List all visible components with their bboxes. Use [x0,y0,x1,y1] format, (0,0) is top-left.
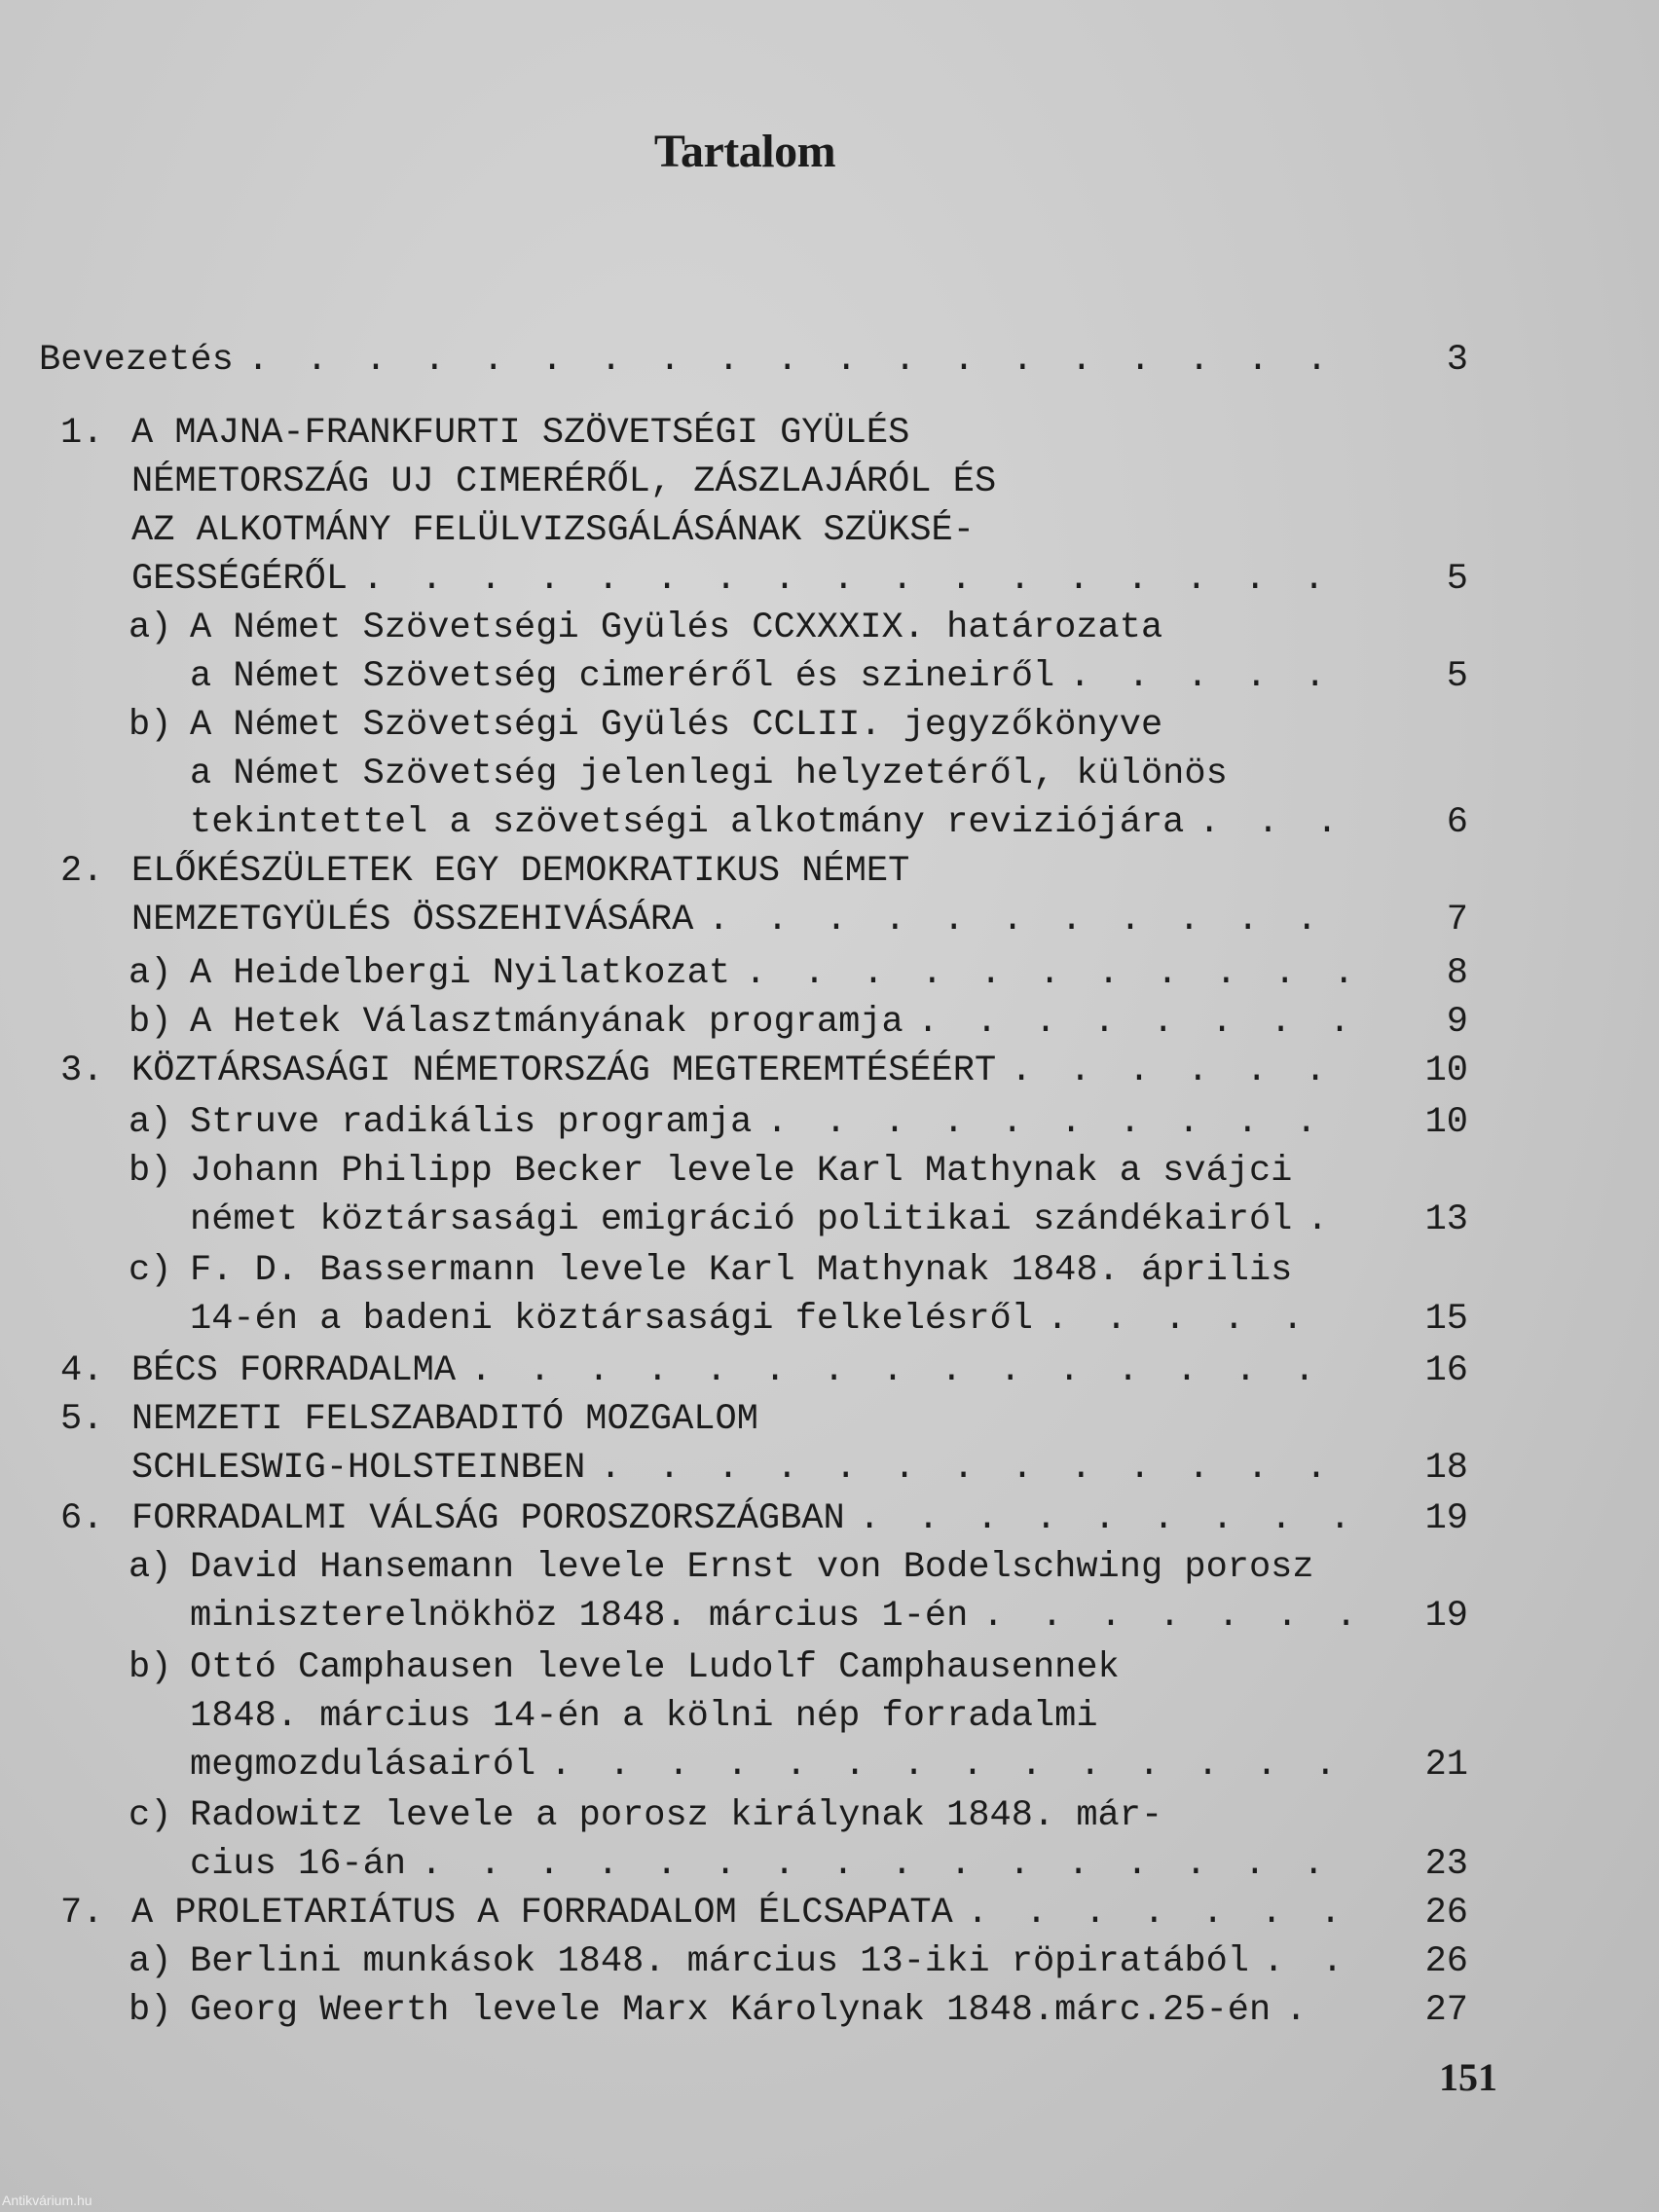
toc-entry-title: SCHLESWIG-HOLSTEINBEN [131,1448,586,1489]
toc-line [0,1889,1659,1937]
toc-entry-title: Bevezetés [39,340,234,381]
toc-leader-dots [1263,1937,1348,1986]
toc-entry-number: b) [129,1647,172,1688]
toc-entry-title: AZ ALKOTMÁNY FELÜLVIZSGÁLÁSÁNAK SZÜKSÉ- [131,510,975,551]
toc-line [0,604,1659,652]
toc-line [0,798,1659,847]
toc-entry-title: F. D. Bassermann levele Karl Mathynak 1848. április [190,1250,1293,1291]
toc-entry-title: A PROLETARIÁTUS A FORRADALOM ÉLCSAPATA [131,1893,953,1934]
toc-entry-title: NEMZETGYÜLÉS ÖSSZEHIVÁSÁRA [131,900,694,940]
toc-leader-dots [1047,1295,1348,1344]
toc-leader-dots [917,998,1348,1047]
toc-entry-title: Struve radikális programja [190,1102,753,1143]
toc-leader-dots [766,1098,1348,1147]
toc-line [0,1543,1659,1592]
toc-entry-number: b) [129,1990,172,2031]
toc-page-number: 19 [1424,1596,1468,1637]
toc-line [0,1840,1659,1889]
toc-entry-number: a) [129,1547,172,1588]
toc-page-number: 5 [1446,656,1468,697]
toc-entry-number: a) [129,953,172,994]
toc-entry-number: c) [129,1250,172,1291]
toc-entry-title: Ottó Camphausen levele Ludolf Camphausennek [190,1647,1120,1688]
toc-entry-title: NEMZETI FELSZABADITÓ MOZGALOM [131,1399,758,1440]
toc-line [0,1791,1659,1840]
toc-entry-title: megmozdulásairól [190,1745,536,1786]
toc-entry-title: Berlini munkások 1848. március 13-iki röpiratából [190,1941,1249,1982]
page-number: 151 [1439,2055,1497,2099]
toc-line [0,1098,1659,1147]
toc-page-number: 5 [1446,559,1468,600]
toc-line [0,458,1659,506]
toc-entry-title: Georg Weerth levele Marx Károlynak 1848.márc.25-én [190,1990,1272,2031]
toc-line [0,1741,1659,1789]
toc-page-number: 8 [1446,953,1468,994]
toc-leader-dots [967,1889,1348,1937]
toc-line [0,555,1659,604]
toc-entry-number: b) [129,1151,172,1192]
toc-entry-number: 2. [60,851,104,892]
toc-entry-title: A Német Szövetségi Gyülés CCLII. jegyzőkönyve [190,705,1163,746]
toc-entry-title: A Heidelbergi Nyilatkozat [190,953,731,994]
toc-entry-number: 7. [60,1893,104,1934]
toc-line [0,1147,1659,1196]
toc-page-number: 27 [1424,1990,1468,2031]
toc-line [0,1346,1659,1395]
toc-line [0,652,1659,701]
toc-line [0,409,1659,458]
toc-line [0,1395,1659,1444]
toc-leader-dots [1069,652,1348,701]
toc-entry-number: b) [129,705,172,746]
toc-entry-title: GESSÉGÉRŐL [131,559,349,600]
toc-entry-number: 1. [60,413,104,454]
toc-leader-dots [362,555,1348,604]
toc-entry-number: a) [129,608,172,648]
toc-leader-dots [708,896,1348,944]
toc-leader-dots [1198,798,1348,847]
toc-page-number: 26 [1424,1893,1468,1934]
toc-entry-title: 1848. március 14-én a kölni nép forradalmi [190,1696,1098,1737]
toc-leader-dots [600,1444,1348,1493]
toc-line [0,1047,1659,1095]
toc-entry-number: a) [129,1941,172,1982]
toc-page-number: 7 [1446,900,1468,940]
toc-leader-dots [1307,1196,1348,1244]
page-title: Tartalom [653,126,836,177]
toc-entry-number: c) [129,1795,172,1836]
toc-entry-title: cius 16-án [190,1844,407,1885]
toc-entry-title: A Hetek Választmányának programja [190,1002,903,1043]
toc-entry-title: miniszterelnökhöz 1848. március 1-én [190,1596,969,1637]
toc-leader-dots [470,1346,1348,1395]
toc-leader-dots [421,1840,1348,1889]
toc-page-number: 19 [1424,1498,1468,1539]
toc-page-number: 10 [1424,1051,1468,1091]
watermark: Antikvárium.hu [2,2193,92,2208]
toc-entry-number: 6. [60,1498,104,1539]
toc-leader-dots [1285,1986,1348,2035]
toc-entry-title: NÉMETORSZÁG UJ CIMERÉRŐL, ZÁSZLAJÁRÓL ÉS [131,461,997,502]
toc-page-number: 23 [1424,1844,1468,1885]
toc-entry-title: KÖZTÁRSASÁGI NÉMETORSZÁG MEGTEREMTÉSÉÉRT [131,1051,997,1091]
toc-page-number: 6 [1446,802,1468,843]
toc-entry-title: A Német Szövetségi Gyülés CCXXXIX. határozata [190,608,1163,648]
toc-line [0,1592,1659,1641]
toc-leader-dots [745,949,1348,998]
toc-entry-title: David Hansemann levele Ernst von Bodelschwing porosz [190,1547,1314,1588]
toc-entry-title: FORRADALMI VÁLSÁG POROSZORSZÁGBAN [131,1498,845,1539]
toc-page-number: 10 [1424,1102,1468,1143]
toc-line [0,1444,1659,1493]
toc-line [0,896,1659,944]
toc-line [0,1246,1659,1295]
toc-page-number: 18 [1424,1448,1468,1489]
toc-entry-title: ELŐKÉSZÜLETEK EGY DEMOKRATIKUS NÉMET [131,851,910,892]
toc-line [0,750,1659,798]
toc-line [0,1643,1659,1692]
toc-entry-title: német köztársasági emigráció politikai szándékairól [190,1199,1293,1240]
toc-line [0,1937,1659,1986]
toc-page-number: 15 [1424,1299,1468,1340]
toc-entry-title: tekintettel a szövetségi alkotmány reviziójára [190,802,1185,843]
toc-page-number: 9 [1446,1002,1468,1043]
toc-leader-dots [982,1592,1348,1641]
toc-line [0,701,1659,750]
toc-page-number: 3 [1446,340,1468,381]
toc-leader-dots [247,336,1348,385]
toc-entry-title: Radowitz levele a porosz királynak 1848. már- [190,1795,1163,1836]
toc-entry-title: a Német Szövetség jelenlegi helyzetéről, különös [190,754,1228,794]
toc-line [0,336,1659,385]
toc-entry-title: 14-én a badeni köztársasági felkelésről [190,1299,1033,1340]
toc-line [0,998,1659,1047]
toc-page-number: 26 [1424,1941,1468,1982]
toc-entry-number: 3. [60,1051,104,1091]
toc-page-number: 13 [1424,1199,1468,1240]
toc-entry-number: 4. [60,1350,104,1391]
toc-line [0,1986,1659,2035]
toc-leader-dots [550,1741,1348,1789]
toc-entry-number: b) [129,1002,172,1043]
toc-line [0,1494,1659,1543]
toc-page-number: 21 [1424,1745,1468,1786]
toc-line [0,949,1659,998]
toc-entry-title: BÉCS FORRADALMA [131,1350,457,1391]
toc-entry-title: a Német Szövetség cimeréről és szineiről [190,656,1055,697]
toc-page-number: 16 [1424,1350,1468,1391]
toc-entry-title: A MAJNA-FRANKFURTI SZÖVETSÉGI GYÜLÉS [131,413,910,454]
toc-entry-number: 5. [60,1399,104,1440]
toc-line [0,1295,1659,1344]
toc-entry-title: Johann Philipp Becker levele Karl Mathynak a svájci [190,1151,1293,1192]
toc-line [0,506,1659,555]
toc-line [0,847,1659,896]
toc-entry-number: a) [129,1102,172,1143]
toc-line [0,1196,1659,1244]
toc-line [0,1692,1659,1741]
toc-leader-dots [859,1494,1348,1543]
toc-leader-dots [1011,1047,1348,1095]
